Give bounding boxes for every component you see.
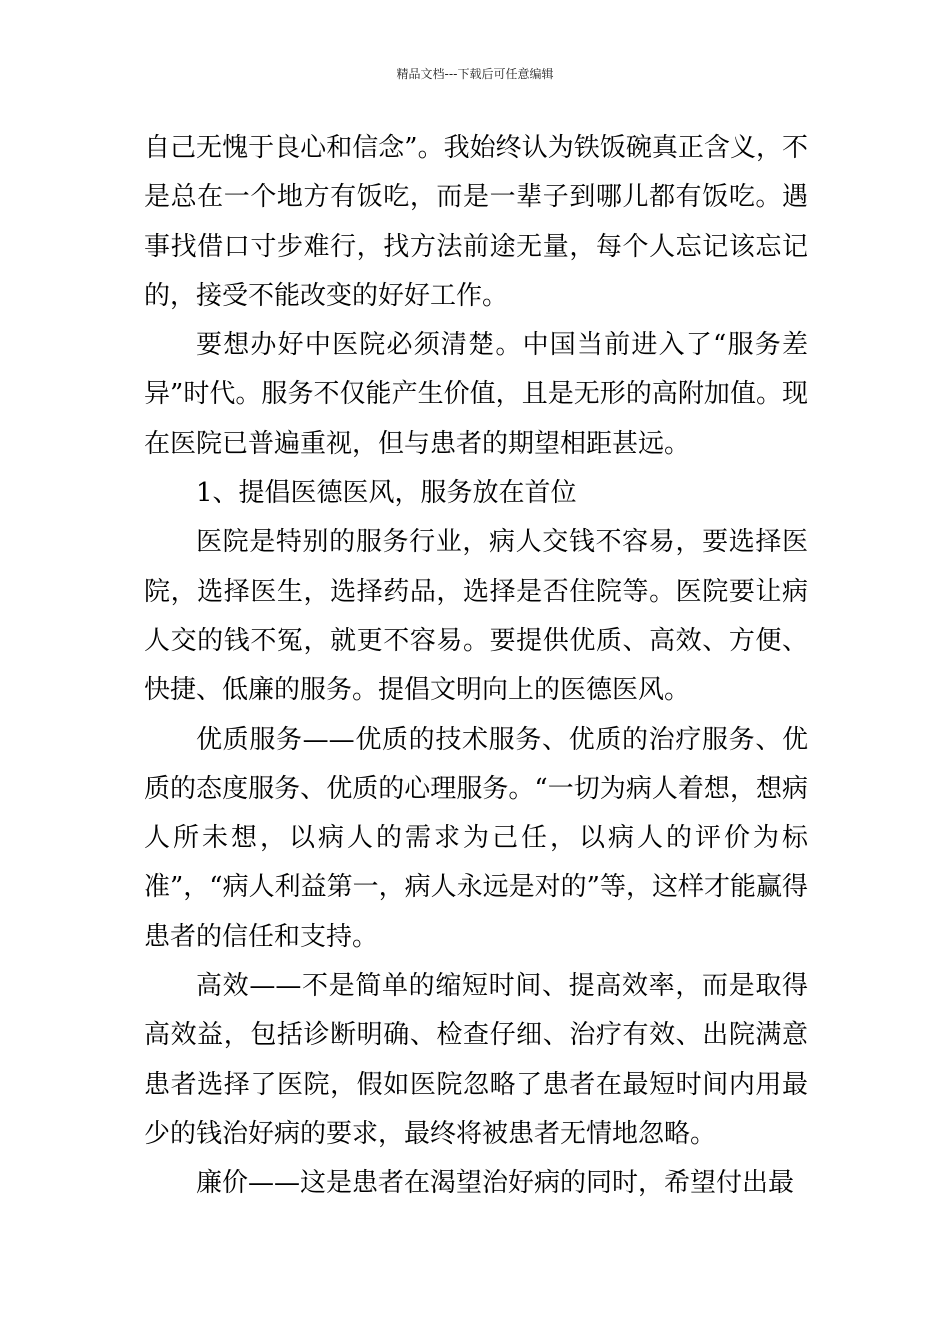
page-header: 精品文档---下载后可任意编辑 — [396, 67, 554, 81]
paragraph-6: 廉价——这是患者在渴望治好病的同时，希望付出最 — [196, 1168, 795, 1199]
paragraph-4: 优质服务——优质的技术服务、优质的治疗服务、优质的态度服务、优质的心理服务。“一切为病人着想，想病人所未想，以病人的需求为己任，以病人的评价为标准”，“病人利益第一，病人永远是对的”等，这样才能赢得患者的信任和支持。 — [144, 724, 808, 952]
paragraph-1: 自己无愧于良心和信念”。我始终认为铁饭碗真正含义，不是总在一个地方有饭吃，而是一辈子到哪儿都有饭吃。遇事找借口寸步难行，找方法前途无量，每个人忘记该忘记的，接受不能改变的好好工作。 — [144, 133, 808, 311]
document-body — [144, 124, 808, 1209]
section-heading: 1、提倡医德医风，服务放在首位 — [196, 478, 577, 509]
paragraph-2: 要想办好中医院必须清楚。中国当前进入了“服务差异”时代。服务不仅能产生价值，且是无形的高附加值。现在医院已普遍重视，但与患者的期望相距甚远。 — [144, 330, 808, 459]
paragraph-3: 医院是特别的服务行业，病人交钱不容易，要选择医院，选择医生，选择药品，选择是否住院等。医院要让病人交的钱不冤，就更不容易。要提供优质、高效、方便、快捷、低廉的服务。提倡文明向上的医德医风。 — [144, 527, 808, 706]
paragraph-5: 高效——不是简单的缩短时间、提高效率，而是取得高效益，包括诊断明确、检查仔细、治疗有效、出院满意患者选择了医院，假如医院忽略了患者在最短时间内用最少的钱治好病的要求，最终将被患者无情地忽略。 — [144, 971, 808, 1149]
